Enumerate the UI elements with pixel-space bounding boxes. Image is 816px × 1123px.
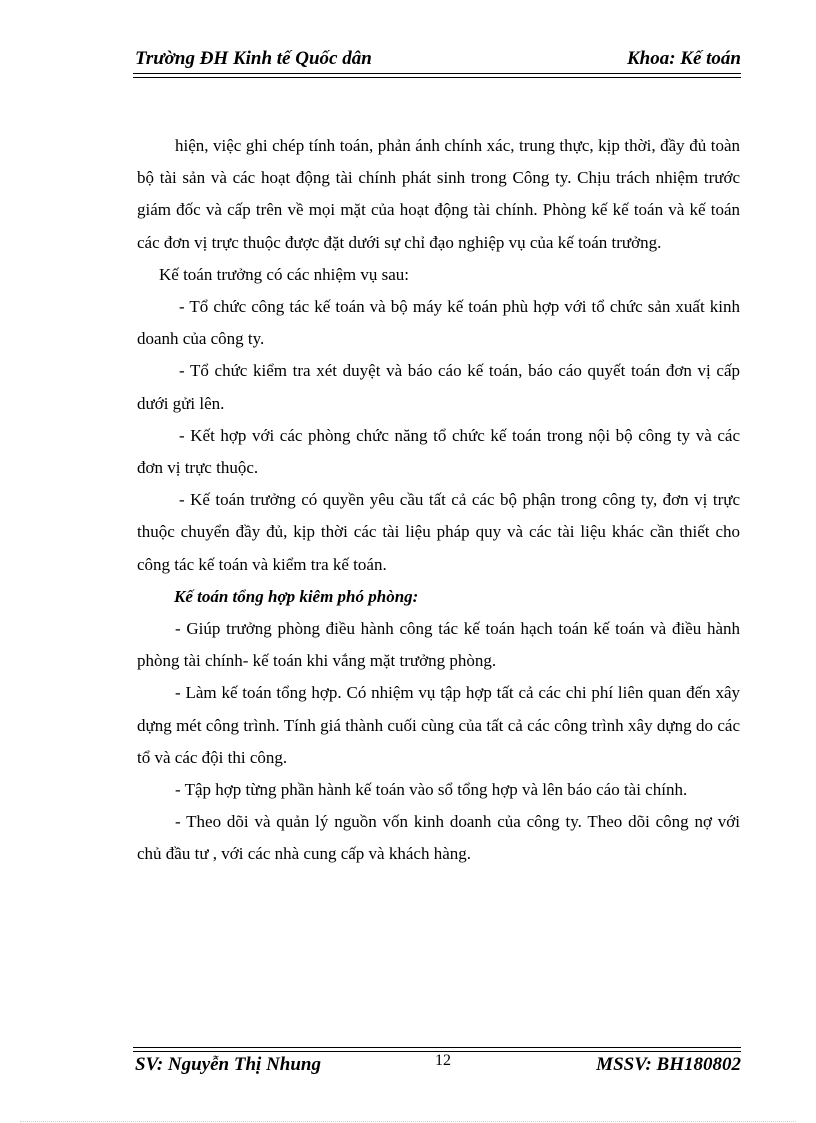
list-item: - Theo dõi và quản lý nguồn vốn kinh doanh của công ty. Theo dõi công nợ với chủ đầu tư , với các nhà cung cấp và khách hàng. (137, 812, 740, 864)
list-item: - Kế toán trưởng có quyền yêu cầu tất cả các bộ phận trong công ty, đơn vị trực thuộc chuyển đầy đủ, kịp thời các tài liệu pháp quy và các tài liệu khác cần thiết cho công tác kế toán và kiểm tra kế toán. (137, 490, 740, 574)
header-rule-thin (133, 77, 741, 78)
list-item: - Làm kế toán tổng hợp. Có nhiệm vụ tập hợp tất cả các chi phí liên quan đến xây dựng mét công trình. Tính giá thành cuối cùng của tất cả các công trình xây dựng do các tổ và các đội thi công. (137, 683, 740, 767)
footer-student-id: MSSV: BH180802 (596, 1054, 741, 1075)
section-heading: Kế toán tổng hợp kiêm phó phòng: (174, 586, 419, 606)
list-item: - Tổ chức kiểm tra xét duyệt và báo cáo kế toán, báo cáo quyết toán đơn vị cấp dưới gửi lên. (137, 361, 740, 413)
header-rule (133, 73, 741, 74)
list-item: - Tập hợp từng phần hành kế toán vào sổ tổng hợp và lên báo cáo tài chính. (175, 780, 688, 800)
footer-rule-thin (133, 1047, 741, 1048)
page-number: 12 (435, 1052, 451, 1069)
document-body (137, 130, 740, 871)
list-item: - Tổ chức công tác kế toán và bộ máy kế toán phù hợp với tổ chức sản xuất kinh doanh của công ty. (137, 297, 740, 349)
list-item: - Kết hợp với các phòng chức năng tổ chức kế toán trong nội bộ công ty và các đơn vị trực thuộc. (137, 425, 740, 478)
paragraph-chief-duties-intro: Kế toán trưởng có các nhiệm vụ sau: (159, 264, 409, 284)
list-item: - Giúp trưởng phòng điều hành công tác kế toán hạch toán kế toán và điều hành phòng tài chính- kế toán khi vắng mặt trưởng phòng. (137, 619, 740, 671)
header-faculty: Khoa: Kế toán (626, 48, 741, 69)
page-edge (20, 1121, 796, 1122)
footer-student-name: SV: Nguyễn Thị Nhung (135, 1054, 322, 1075)
header-school-name: Trường ĐH Kinh tế Quốc dân (135, 48, 372, 69)
paragraph-intro: hiện, việc ghi chép tính toán, phản ánh chính xác, trung thực, kịp thời, đầy đủ toàn bộ tài sản và các hoạt động tài chính phát sinh trong Công ty. Chịu trách nhiệm trước giám đốc và cấp trên về mọi mặt của hoạt động tài chính. Phòng kế kế toán và kế toán các đơn vị trực thuộc được đặt dưới sự chỉ đạo nghiệp vụ của kế toán trưởng. (137, 136, 740, 252)
